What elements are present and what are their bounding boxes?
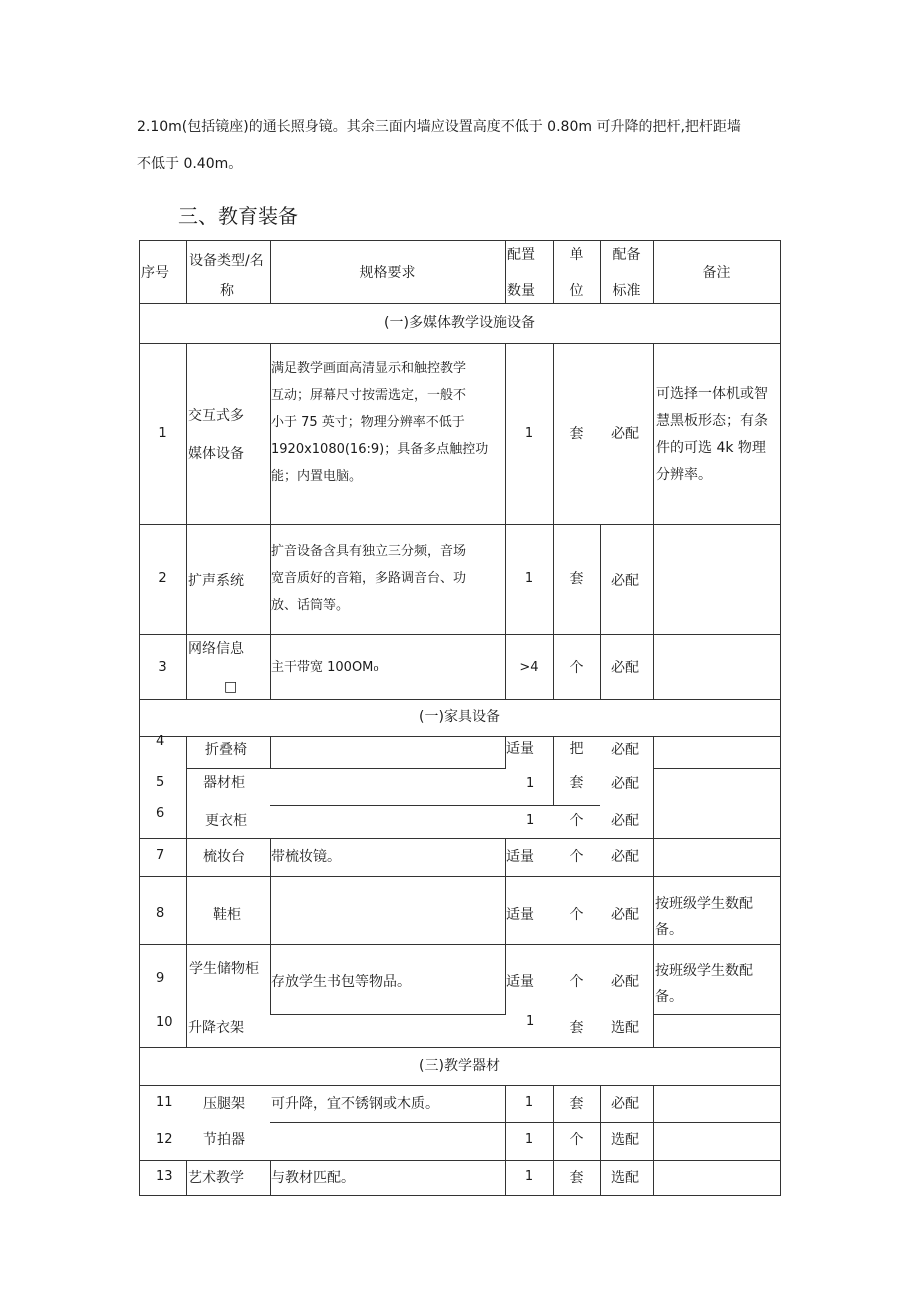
section-title: 三、教育装备 [178, 204, 298, 228]
note-text: 按班级学生数配 备。 [655, 896, 753, 938]
intro-line-1: 2.10m(包括镜座)的通长照身镜。其余三面内墙应设置高度不低于 0.80m 可升降的把杆,把杆距墙 [137, 119, 741, 135]
intro-line-2: 不低于 0.40m。 [137, 156, 243, 172]
header-unit-line2: 位 [569, 283, 584, 299]
header-type-line2: 称 [220, 283, 234, 299]
group-teaching-equipment: (三)教学器材 [419, 1058, 500, 1074]
header-spec: 规格要求 [359, 265, 416, 281]
spec-text: 扩音设备含具有独立三分频，音场 宽音质好的音箱，多路调音台、功 放、话筒等。 [271, 544, 467, 613]
header-seq: 序号 [141, 265, 169, 281]
group-multimedia: (一)多媒体教学设施设备 [384, 315, 535, 331]
header-qty-line1: 配置 [507, 247, 535, 263]
header-note: 备注 [702, 265, 731, 281]
header-qty-line2: 数量 [507, 283, 535, 299]
header-type-line1: 设备类型/名 [189, 253, 264, 269]
header-unit-line1: 单 [569, 247, 584, 263]
header-std-line2: 标准 [612, 283, 641, 299]
spec-text: 满足教学画面高清显示和触控教学 互动；屏幕尺寸按需选定，一般不 小于 75 英寸；物理分辨率不低于 1920x1080(16:9)；具备多点触控功 能；内置电脑。 [271, 361, 489, 484]
header-std-line1: 配备 [612, 247, 641, 263]
note-text: 可选择一体机或智 慧黑板形态；有条 件的可选 4k 物理 分辨率。 [656, 386, 768, 483]
note-text: 按班级学生数配 备。 [655, 963, 753, 1005]
group-furniture: (一)家具设备 [419, 709, 500, 725]
